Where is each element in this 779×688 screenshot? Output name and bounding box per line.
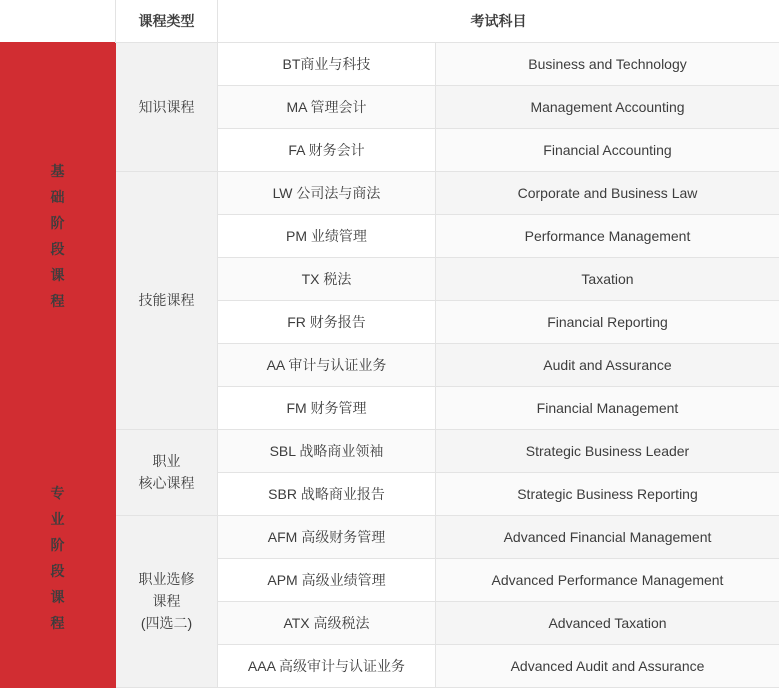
- type-cell-knowledge: 知识课程: [116, 42, 218, 171]
- type-elective-line2: 课程: [152, 593, 181, 610]
- course-en-afm: Advanced Financial Management: [436, 515, 779, 558]
- table-row: [1, 515, 779, 558]
- stage-label-professional: 专业阶段课程: [50, 485, 66, 632]
- course-cn-fa: FA 财务会计: [218, 128, 436, 171]
- course-en-sbl: Strategic Business Leader: [436, 429, 779, 472]
- table-row: [1, 42, 779, 85]
- stage-cell-professional: [1, 429, 116, 687]
- course-cn-afm: AFM 高级财务管理: [218, 515, 436, 558]
- course-cn-tx: TX 税法: [218, 257, 436, 300]
- type-elective-line3: (四选二): [140, 615, 193, 632]
- course-cn-sbl: SBL 战略商业领袖: [218, 429, 436, 472]
- stage-label-foundation: 基础阶段课程: [50, 162, 66, 309]
- course-en-fa: Financial Accounting: [436, 128, 779, 171]
- course-cn-aaa: AAA 高级审计与认证业务: [218, 644, 436, 687]
- course-en-aa: Audit and Assurance: [436, 343, 779, 386]
- type-elective-line1: 职业选修: [138, 571, 195, 588]
- course-en-fr: Financial Reporting: [436, 300, 779, 343]
- course-en-ma: Management Accounting: [436, 85, 779, 128]
- course-en-lw: Corporate and Business Law: [436, 171, 779, 214]
- course-cn-fm: FM 财务管理: [218, 386, 436, 429]
- table-row: [1, 429, 779, 472]
- course-cn-fr: FR 财务报告: [218, 300, 436, 343]
- type-cell-core: [116, 429, 218, 515]
- course-cn-bt: BT商业与科技: [218, 42, 436, 85]
- course-en-tx: Taxation: [436, 257, 779, 300]
- course-cn-ma: MA 管理会计: [218, 85, 436, 128]
- table-row: [1, 171, 779, 214]
- header-blank-cell: [1, 0, 116, 42]
- type-core-line1: 职业: [152, 453, 181, 470]
- course-en-apm: Advanced Performance Management: [436, 558, 779, 601]
- header-course-type: 课程类型: [116, 0, 218, 42]
- header-exam-subject: 考试科目: [218, 0, 779, 42]
- type-cell-elective: [116, 515, 218, 687]
- type-cell-skills: 技能课程: [116, 171, 218, 429]
- course-en-sbr: Strategic Business Reporting: [436, 472, 779, 515]
- course-cn-apm: APM 高级业绩管理: [218, 558, 436, 601]
- course-cn-pm: PM 业绩管理: [218, 214, 436, 257]
- table-header-row: [1, 0, 779, 42]
- course-en-pm: Performance Management: [436, 214, 779, 257]
- course-en-fm: Financial Management: [436, 386, 779, 429]
- course-cn-lw: LW 公司法与商法: [218, 171, 436, 214]
- course-en-aaa: Advanced Audit and Assurance: [436, 644, 779, 687]
- course-cn-aa: AA 审计与认证业务: [218, 343, 436, 386]
- course-cn-sbr: SBR 战略商业报告: [218, 472, 436, 515]
- stage-cell-foundation: [1, 42, 116, 429]
- course-en-bt: Business and Technology: [436, 42, 779, 85]
- type-core-line2: 核心课程: [138, 475, 195, 492]
- course-en-atx: Advanced Taxation: [436, 601, 779, 644]
- course-cn-atx: ATX 高级税法: [218, 601, 436, 644]
